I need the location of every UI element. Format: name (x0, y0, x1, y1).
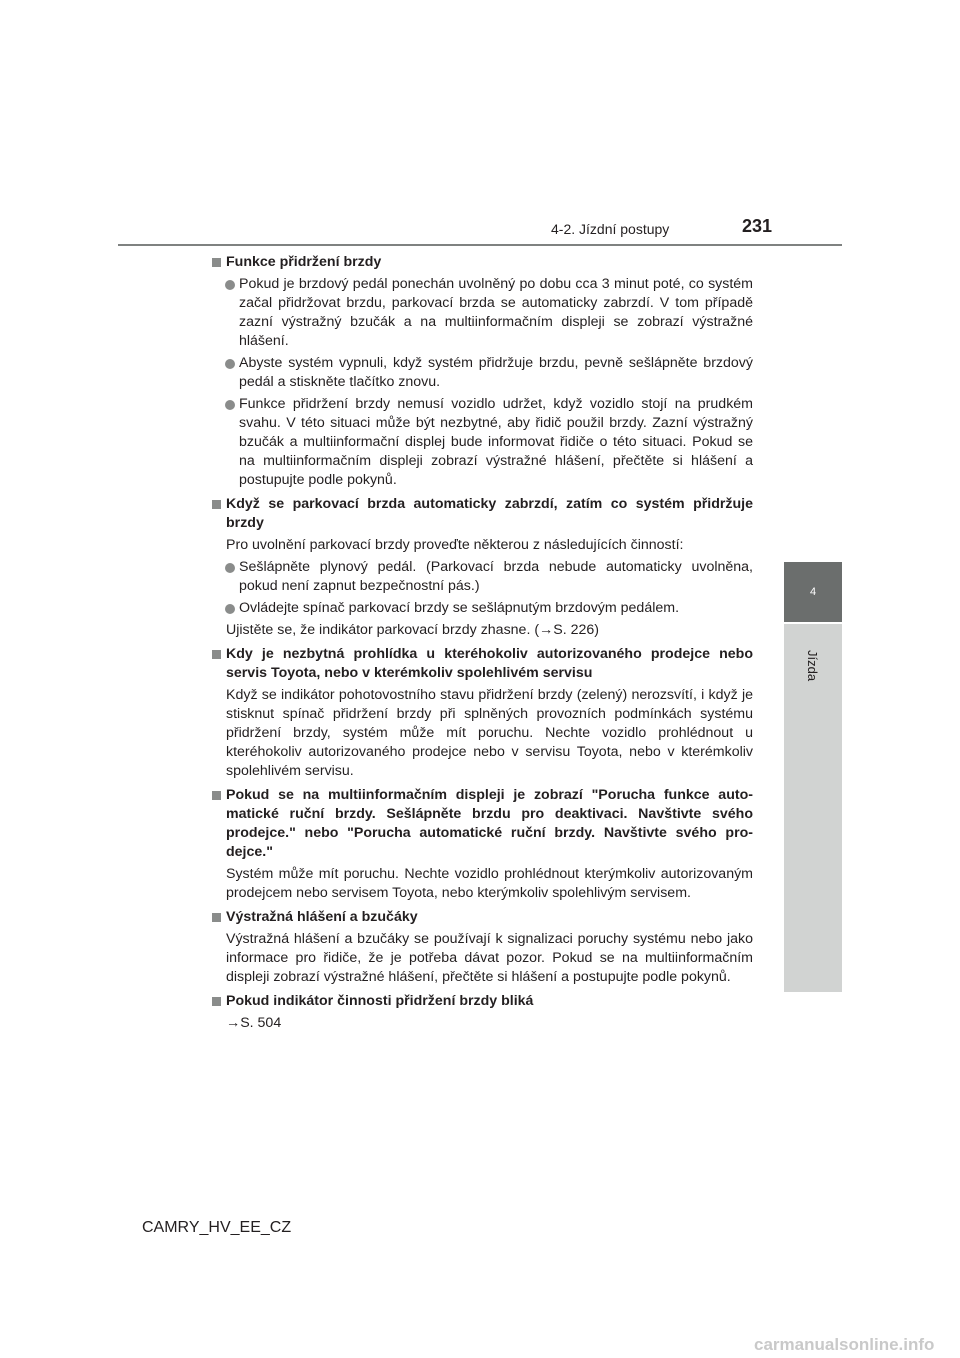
section-title: 4-2. Jízdní postupy (551, 221, 670, 237)
section-intro: Pro uvolnění parkovací brzdy proveďte některou z následujících činností: (226, 537, 684, 553)
page-reference: →S. 504 (226, 1015, 282, 1031)
square-bullet-icon (212, 650, 221, 659)
circle-bullet-icon (225, 604, 235, 614)
section-inspection-needed (212, 645, 753, 781)
chapter-number: 4 (809, 586, 817, 598)
chapter-tab (784, 562, 842, 622)
watermark: carmanualsonline.info (754, 1335, 935, 1354)
square-bullet-icon (212, 791, 221, 800)
section-text: Když se indikátor pohotovostního stavu přidržení brzdy (zelený) nerozsvítí, i když je stisknut spínač přidržení brzdy při splněných provozních podmínkách systému přidržení brzdy, systém může mít poruchu. Nechte vozidlo prohlédnout u kteréhokoliv autorizovaného prodejce nebo v servisu Toyota, nebo v kterémkoliv spolehlivém servisu. (226, 687, 753, 779)
circle-bullet-icon (225, 359, 235, 369)
document-code: CAMRY_HV_EE_CZ (142, 1219, 292, 1236)
section-heading: Funkce přidržení brzdy (212, 253, 753, 272)
main-content (212, 253, 753, 1038)
section-heading: Když se parkovací brzda automaticky zabrzdí, zatím co systém přidržuje brzdy (212, 495, 753, 533)
circle-bullet-icon (225, 563, 235, 573)
square-bullet-icon (212, 258, 221, 267)
square-bullet-icon (212, 500, 221, 509)
list-item: Pokud je brzdový pedál ponechán uvolněný po dobu cca 3 minut poté, co systém začal přidržovat brzdu, parkovací brzda se automaticky zabrzdí. V tom případě zazní výstražný bzučák a na multiinformačním displeji se zobrazí výstražné hlášení. (212, 275, 753, 351)
list-item: Sešlápněte plynový pedál. (Parkovací brzda nebude automaticky uvolněna, pokud není zapnut bezpečnostní pás.) (212, 558, 753, 596)
section-outro: Ujistěte se, že indikátor parkovací brzdy zhasne. (→S. 226) (226, 622, 599, 638)
square-bullet-icon (212, 913, 221, 922)
list-item: Ovládejte spínač parkovací brzdy se sešlápnutým brzdovým pedálem. (212, 599, 753, 618)
section-heading: Výstražná hlášení a bzučáky (212, 908, 753, 927)
section-text: Systém může mít poruchu. Nechte vozidlo prohlédnout kterýmkoliv autorizovaným prodejcem nebo servisem Toyota, nebo kterýmkoliv spolehlivým servisem. (226, 866, 753, 901)
circle-bullet-icon (225, 400, 235, 410)
section-brake-hold-function (212, 253, 753, 490)
list-item: Abyste systém vypnuli, když systém přidržuje brzdu, pevně sešlápněte brzdový pedál a stiskněte tlačítko znovu. (212, 354, 753, 392)
section-text: Výstražná hlášení a bzučáky se používají k signalizaci poruchy systému nebo jako informace pro řidiče, že je potřeba dávat pozor. Pokud se na multiinformačním displeji zobrazí výstražné hlášení, přečtěte si hlášení a postupujte podle pokynů. (226, 931, 753, 985)
square-bullet-icon (212, 997, 221, 1006)
section-parking-brake-auto (212, 495, 753, 640)
circle-bullet-icon (225, 280, 235, 290)
list-item: Funkce přidržení brzdy nemusí vozidlo udržet, když vozidlo stojí na prudkém svahu. V této situaci může být nezbytné, aby řidič použil brzdy. Zazní výstražný bzučák a multiinformační displej bude informovat řidiče o této situaci. Pokud se na multiinformačním displeji zobrazí výstražné hlášení, přečtěte si hlášení a postupujte podle pokynů. (212, 395, 753, 490)
section-warning-messages (212, 908, 753, 987)
section-indicator-flashing (212, 992, 753, 1033)
page-number: 231 (742, 216, 773, 236)
section-malfunction-message (212, 786, 753, 903)
header-divider (118, 244, 842, 246)
chapter-label: Jízda (805, 650, 820, 682)
section-heading: Pokud se na multiinformačním displeji je zobrazí "Porucha funkce automatické ruční brzdy. Sešlápněte brzdu pro deaktivaci. Navštivte svého prodejce." nebo "Porucha automatické ruční brzdy. Navštivte svého prodejce." (212, 786, 753, 862)
section-heading: Kdy je nezbytná prohlídka u kteréhokoliv autorizovaného prodejce nebo servis Toyota, nebo v kterémkoliv spolehlivém servisu (212, 645, 753, 683)
section-heading: Pokud indikátor činnosti přidržení brzdy bliká (212, 992, 753, 1011)
